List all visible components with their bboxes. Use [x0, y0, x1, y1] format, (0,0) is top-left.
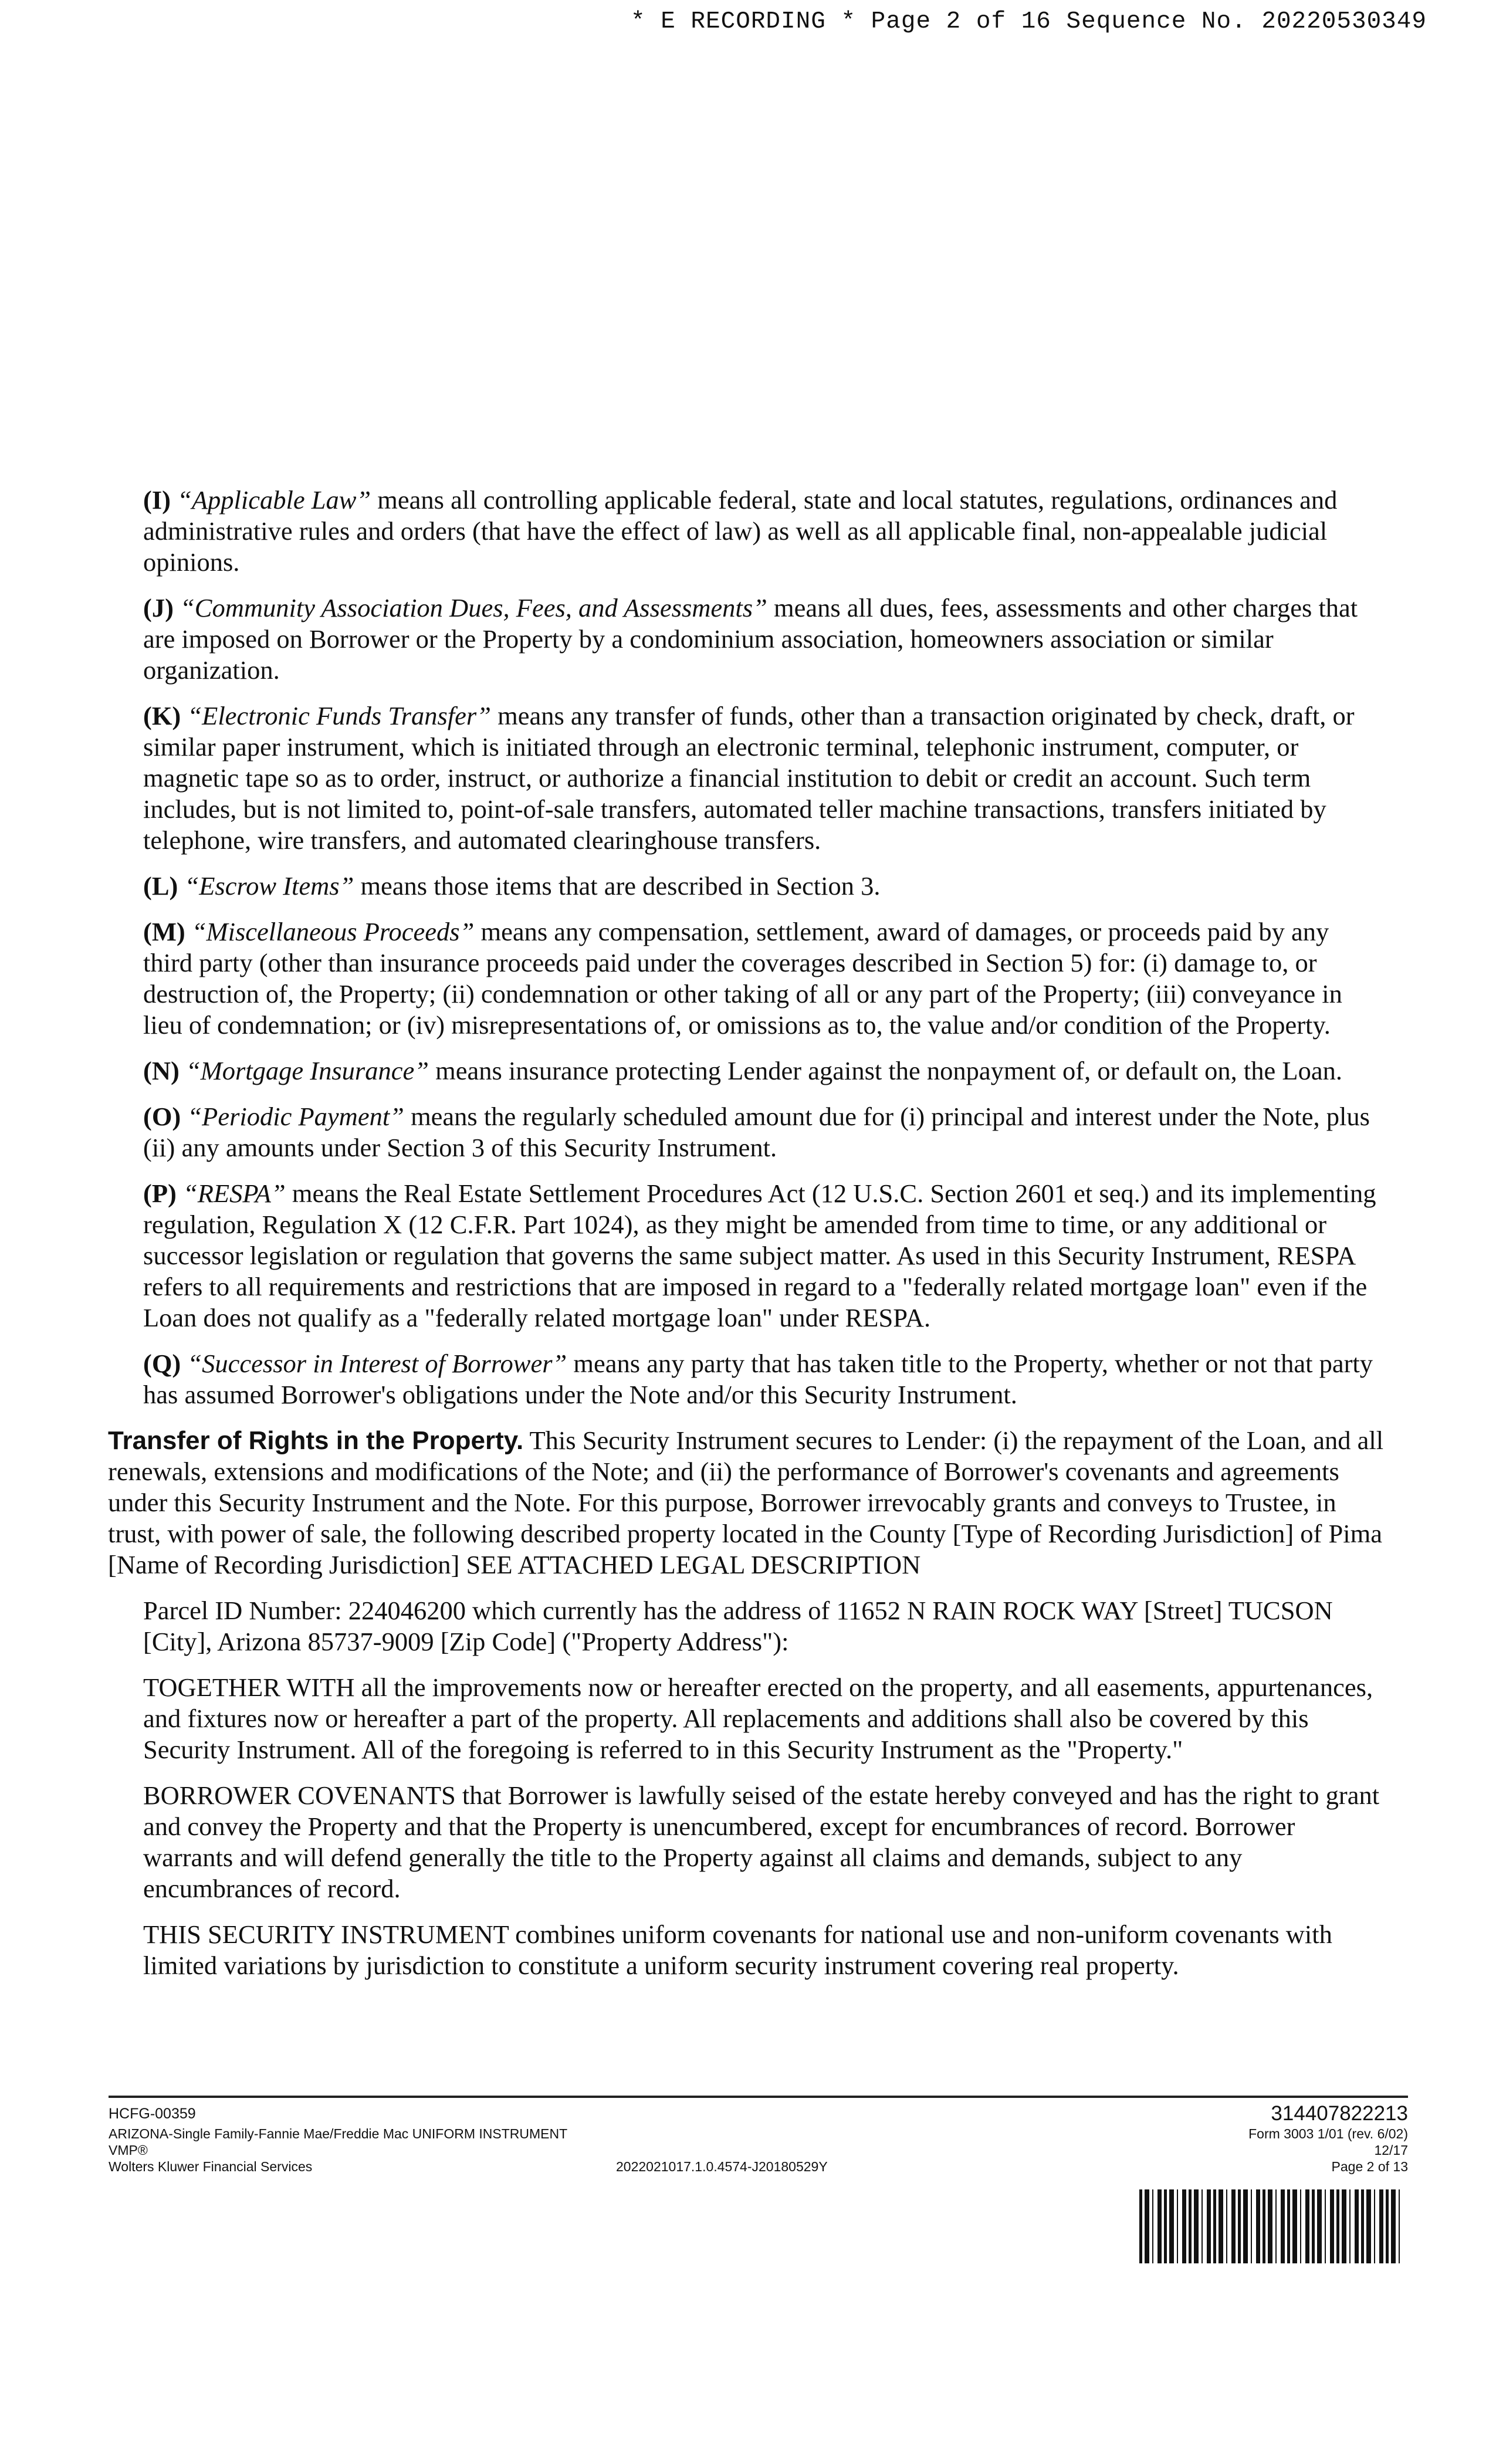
definition-text: means insurance protecting Lender against the nonpayment of, or default on, the Loan.	[429, 1056, 1342, 1085]
definition-respa	[143, 1178, 1384, 1333]
definition-escrow-items	[143, 871, 1384, 902]
document-body	[108, 485, 1384, 1996]
definition-letter: (N)	[143, 1056, 180, 1085]
document-code: 2022021017.1.0.4574-J20180529Y	[616, 2159, 828, 2174]
definition-community-association-dues	[143, 593, 1384, 686]
definition-letter: (L)	[143, 871, 178, 901]
form-number: Form 3003 1/01 (rev. 6/02)	[1248, 2126, 1408, 2141]
together-with-paragraph: TOGETHER WITH all the improvements now or hereafter erected on the property, and all easements, appurtenances, and fixtures now or hereafter a part of the property. All replacements and additions shall also be covered by this Security Instrument. All of the foregoing is referred to in this Security Instrument as the "Property."	[143, 1673, 1373, 1764]
definition-text: means any compensation, settlement, award of damages, or proceeds paid by any third party (other than insurance proceeds paid under the coverages described in Section 5) for: (i) damage to, or destruction of, the Property; (ii) condemnation or other taking of all or any part of the Property; (iii) conveyance in lieu of condemnation; or (iv) misrepresentations of, or omissions as to, the value and/or condition of the Property.	[143, 917, 1342, 1040]
definition-letter: (J)	[143, 593, 174, 622]
definition-text: means the regularly scheduled amount due for (i) principal and interest under the Note, plus (ii) any amounts under Section 3 of this Security Instrument.	[143, 1102, 1370, 1162]
form-description: ARIZONA-Single Family-Fannie Mae/Freddie Mac UNIFORM INSTRUMENT	[109, 2126, 568, 2141]
definition-letter: (M)	[143, 917, 185, 946]
definition-term: “Electronic Funds Transfer”	[187, 701, 491, 730]
definition-term: “Community Association Dues, Fees, and Assessments”	[180, 593, 767, 622]
definition-term: “Mortgage Insurance”	[185, 1056, 429, 1085]
definition-electronic-funds-transfer	[143, 700, 1384, 856]
definition-letter: (Q)	[143, 1349, 181, 1378]
security-instrument-paragraph: THIS SECURITY INSTRUMENT combines uniform covenants for national use and non-uniform covenants with limited variations by jurisdiction to constitute a uniform security instrument covering real property.	[143, 1920, 1332, 1980]
definition-successor-in-interest	[143, 1348, 1384, 1410]
definition-term: “Successor in Interest of Borrower”	[187, 1349, 567, 1378]
definition-miscellaneous-proceeds	[143, 916, 1384, 1041]
definition-term: “Escrow Items”	[184, 871, 354, 901]
definition-term: “Applicable Law”	[177, 485, 371, 515]
form-revision: 12/17	[1374, 2143, 1408, 2158]
vmp-mark: VMP®	[109, 2143, 148, 2158]
definition-text: means any party that has taken title to the Property, whether or not that party has assumed Borrower's obligations under the Note and/or this Security Instrument.	[143, 1349, 1373, 1409]
publisher: Wolters Kluwer Financial Services	[109, 2159, 313, 2174]
form-page-number: Page 2 of 13	[1331, 2159, 1408, 2174]
recording-header: * E RECORDING * Page 2 of 16 Sequence No. 20220530349	[630, 8, 1427, 35]
parcel-id-paragraph: Parcel ID Number: 224046200 which currently has the address of 11652 N RAIN ROCK WAY [Street] TUCSON [City], Arizona 85737-9009 [Zip Code] ("Property Address"):	[143, 1596, 1333, 1656]
loan-number: 314407822213	[1271, 2102, 1408, 2125]
definition-applicable-law	[143, 485, 1384, 578]
footer-right	[1248, 2102, 1408, 2175]
transfer-of-rights-paragraph	[108, 1425, 1384, 1580]
definition-term: “Miscellaneous Proceeds”	[191, 917, 475, 946]
transfer-text: This Security Instrument secures to Lender: (i) the repayment of the Loan, and all renewals, extensions and modifications of the Note; and (ii) the performance of Borrower's covenants and agreements under this Security Instrument and the Note. For this purpose, Borrower irrevocably grants and conveys to Trustee, in trust, with power of sale, the following described property located in the County [Type of Recording Jurisdiction] of Pima [Name of Recording Jurisdiction] SEE ATTACHED LEGAL DESCRIPTION	[108, 1426, 1384, 1579]
barcode	[1139, 2189, 1403, 2263]
transfer-heading: Transfer of Rights in the Property.	[108, 1426, 524, 1455]
definition-letter: (P)	[143, 1179, 177, 1208]
definition-text: means any transfer of funds, other than a transaction originated by check, draft, or similar paper instrument, which is initiated through an electronic terminal, telephonic instrument, computer, or magnetic tape so as to order, instruct, or authorize a financial institution to debit or credit an account. Such term includes, but is not limited to, point-of-sale transfers, automated teller machine transactions, transfers initiated by telephone, wire transfers, and automated clearinghouse transfers.	[143, 701, 1355, 855]
footer-left	[109, 2102, 567, 2175]
definition-letter: (I)	[143, 485, 171, 515]
definition-term: “Periodic Payment”	[187, 1102, 404, 1131]
definition-text: means all dues, fees, assessments and other charges that are imposed on Borrower or the Property by a condominium association, homeowners association or similar organization.	[143, 593, 1358, 685]
definition-letter: (K)	[143, 701, 181, 730]
definition-periodic-payment	[143, 1101, 1384, 1163]
definition-letter: (O)	[143, 1102, 181, 1131]
definition-text: means the Real Estate Settlement Procedures Act (12 U.S.C. Section 2601 et seq.) and its implementing regulation, Regulation X (12 C.F.R. Part 1024), as they might be amended from time to time, or any additional or successor legislation or regulation that governs the same subject matter. As used in this Security Instrument, RESPA refers to all requirements and restrictions that are imposed in regard to a "federally related mortgage loan" even if the Loan does not qualify as a "federally related mortgage loan" under RESPA.	[143, 1179, 1376, 1332]
definition-term: “RESPA”	[182, 1179, 286, 1208]
borrower-covenants-paragraph: BORROWER COVENANTS that Borrower is lawfully seised of the estate hereby conveyed and has the right to grant and convey the Property and that the Property is unencumbered, except for encumbrances of record. Borrower warrants and will defend generally the title to the Property against all claims and demands, subject to any encumbrances of record.	[143, 1781, 1380, 1903]
definition-mortgage-insurance	[143, 1055, 1384, 1087]
footer-divider	[109, 2096, 1408, 2098]
definition-text: means all controlling applicable federal, state and local statutes, regulations, ordinances and administrative rules and orders (that have the effect of law) as well as all applicable final, non-appealable judicial opinions.	[143, 485, 1338, 577]
form-id: HCFG-00359	[109, 2106, 196, 2122]
definition-text: means those items that are described in Section 3.	[354, 871, 881, 901]
